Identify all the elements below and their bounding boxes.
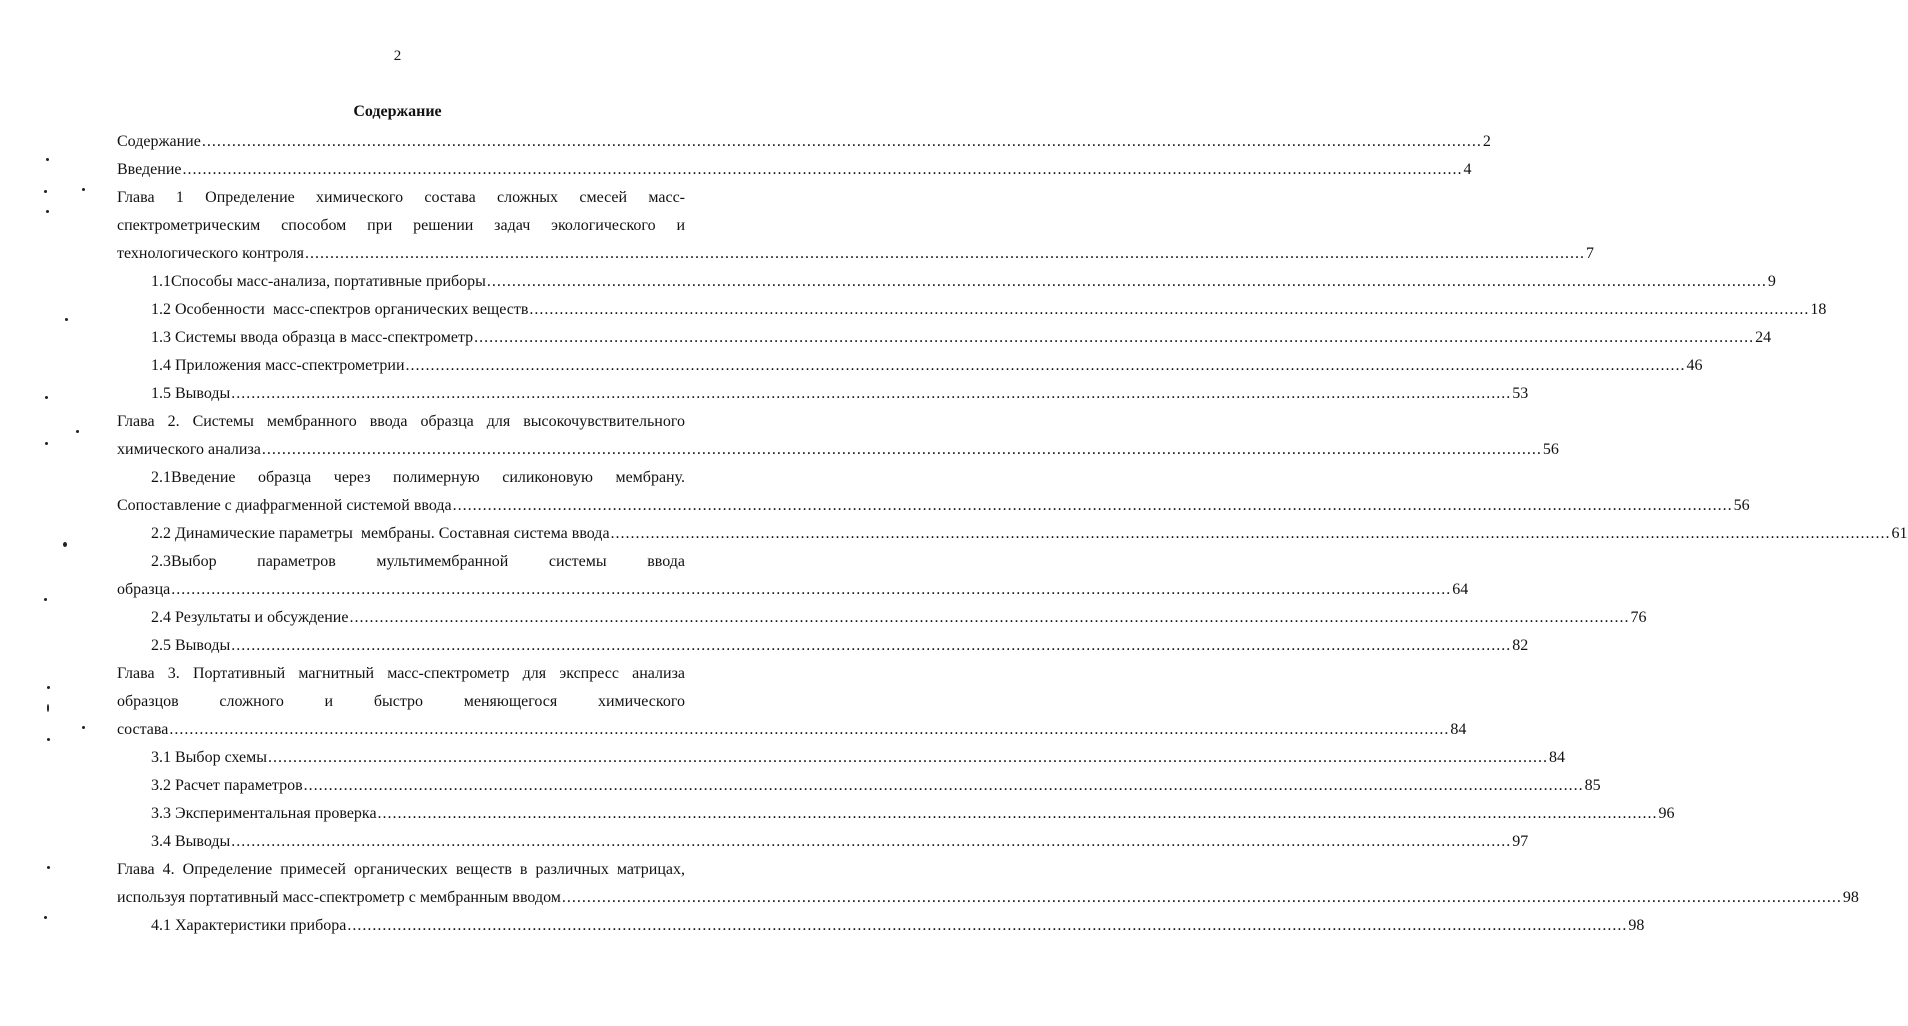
toc-entry-3-4 [117,828,1529,856]
toc-leader-dots [268,744,1548,772]
scan-speck [47,866,50,869]
toc-label: 1.2 Особенности масс-спектров органических веществ [151,301,529,318]
toc-entry-chapter3 [117,716,1467,744]
toc-entry-chapter2 [117,436,1559,464]
toc-label: состава [117,721,169,738]
toc-label: 2.5 Выводы [151,637,231,654]
scan-speck [82,188,85,191]
toc-leader-dots [202,128,1482,156]
toc-label: 1.5 Выводы [151,385,231,402]
toc-page: 96 [1658,805,1675,822]
scan-speck [47,704,49,712]
toc-entry-2-5 [117,632,1529,660]
toc-entry-1-5 [117,380,1529,408]
scan-speck [63,542,67,547]
toc-label: технологического контроля [117,245,304,262]
toc-leader-dots [169,716,1449,744]
toc-page: 46 [1686,357,1703,374]
toc-chapter1-line1: Глава 1 Определение химического состава сложных смесей масс- [117,189,685,206]
toc-leader-dots [262,436,1542,464]
toc-label: химического анализа [117,441,261,458]
scan-speck [45,442,48,445]
toc-leader-dots [347,912,1627,940]
toc-page: 97 [1512,833,1529,850]
toc-label: 1.3 Системы ввода образца в масс-спектрометр [151,329,474,346]
toc-label: 3.4 Выводы [151,833,231,850]
scan-speck [45,396,48,399]
toc-label: 1.4 Приложения масс-спектрометрии [151,357,405,374]
toc-page: 53 [1512,385,1529,402]
toc-chapter2-line1: Глава 2. Системы мембранного ввода образца для высокочувствительного [117,413,685,430]
toc-entry-3-1 [117,744,1566,772]
toc-chapter3-line1: Глава 3. Портативный магнитный масс-спектрометр для экспресс анализа [117,665,685,682]
toc-page: 82 [1512,637,1529,654]
scan-speck [65,318,68,321]
toc-leader-dots [171,576,1451,604]
toc-leader-dots [406,352,1686,380]
toc-entry-1-1 [117,268,1776,296]
toc-label: 2.4 Результаты и обсуждение [151,609,349,626]
toc-leader-dots [453,492,1733,520]
toc-leader-dots [529,296,1809,324]
toc-page: 2 [1482,133,1491,150]
toc-entry-1-3 [117,324,1772,352]
toc-entry-contents [117,128,1491,156]
toc-leader-dots [231,828,1511,856]
toc-leader-dots [183,156,1463,184]
toc-entry-chapter1 [117,240,1594,268]
toc-leader-dots [487,268,1767,296]
scan-speck [47,738,50,741]
page-number: 2 [393,48,402,64]
toc-label: Содержание [117,133,201,150]
toc-page: 84 [1450,721,1467,738]
toc-chapter1-line2: спектрометрическим способом при решении задач экологического и [117,217,685,234]
table-of-contents [117,128,1908,940]
toc-section-2-3-line1: 2.3Выбор параметров мультимембранной системы ввода [151,553,685,570]
toc-leader-dots [378,800,1658,828]
toc-label: 2.2 Динамические параметры мембраны. Составная система ввода [151,525,610,542]
toc-entry-2-1 [117,492,1750,520]
toc-page: 98 [1842,889,1859,906]
toc-page: 24 [1755,329,1772,346]
toc-page: 4 [1463,161,1472,178]
toc-label: 4.1 Характеристики прибора [151,917,347,934]
toc-entry-3-3 [117,800,1675,828]
toc-label: 3.2 Расчет параметров [151,777,303,794]
toc-leader-dots [562,884,1842,912]
toc-section-2-1-line1: 2.1Введение образца через полимерную силиконовую мембрану. [151,469,685,486]
toc-page: 56 [1733,497,1750,514]
toc-entry-chapter4 [117,884,1859,912]
toc-page: 7 [1585,245,1594,262]
toc-label: 1.1Способы масс-анализа, портативные приборы [151,273,486,290]
toc-page: 64 [1452,581,1469,598]
toc-page: 56 [1542,441,1559,458]
toc-entry-1-2 [117,296,1827,324]
toc-page: 85 [1584,777,1601,794]
toc-label: образца [117,581,171,598]
toc-chapter3-line2: образцов сложного и быстро меняющегося химического [117,693,685,710]
scan-speck [76,430,79,433]
toc-leader-dots [231,632,1511,660]
scan-speck [46,158,49,161]
toc-page: 76 [1630,609,1647,626]
toc-entry-2-3 [117,576,1469,604]
scan-speck [46,210,49,213]
toc-chapter4-line1: Глава 4. Определение примесей органических веществ в различных матрицах, [117,861,685,878]
toc-label: Сопоставление с диафрагменной системой ввода [117,497,452,514]
toc-label: используя портативный масс-спектрометр с мембранным вводом [117,889,561,906]
scan-speck [82,726,85,729]
toc-entry-3-2 [117,772,1601,800]
toc-leader-dots [349,604,1629,632]
toc-page: 18 [1810,301,1827,318]
page-title: Содержание [353,103,442,120]
toc-page: 98 [1628,917,1645,934]
scan-speck [44,916,47,919]
toc-entry-intro [117,156,1472,184]
toc-label: 3.3 Экспериментальная проверка [151,805,377,822]
toc-entry-4-1 [117,912,1645,940]
toc-label: Введение [117,161,182,178]
scan-speck [44,190,47,193]
toc-page: 9 [1767,273,1776,290]
scan-speck [47,686,50,689]
toc-entry-1-4 [117,352,1703,380]
toc-leader-dots [305,240,1585,268]
toc-label: 3.1 Выбор схемы [151,749,268,766]
toc-page: 61 [1891,525,1908,542]
scan-speck [44,598,47,601]
toc-leader-dots [611,520,1891,548]
toc-leader-dots [474,324,1754,352]
toc-entry-2-2 [117,520,1908,548]
toc-page: 84 [1549,749,1566,766]
toc-leader-dots [304,772,1584,800]
toc-leader-dots [231,380,1511,408]
toc-entry-2-4 [117,604,1647,632]
